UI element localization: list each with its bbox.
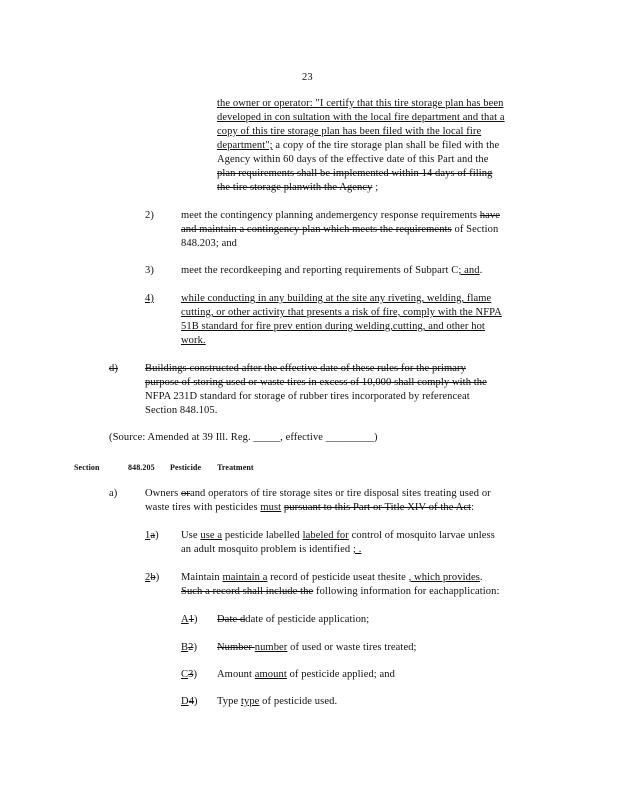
item-a-line-2-end: :: [471, 502, 475, 513]
item-2-line-2: [181, 223, 498, 237]
item-4-line-1: while conducting in any building at the site any riveting, welding, flame: [181, 293, 492, 304]
plan-line-4-underlined: department";: [217, 140, 273, 151]
item-a-line-1-struck: or: [180, 488, 190, 499]
plan-line-7-end: ;: [372, 182, 379, 193]
sub-2-line-1-u2: , which provides: [408, 572, 480, 583]
plan-line-7: [217, 181, 378, 195]
item-a-line-1: [145, 487, 491, 501]
sub-2-line-2-rest: following information for eachapplication:: [313, 586, 500, 597]
list-item-d-underlined: type: [240, 696, 260, 707]
plan-line-1: the owner or operator: "I certify that this tire storage plan has been: [217, 98, 504, 109]
item-2-line-3: 848.203; and: [181, 238, 238, 249]
list-item-c-marker-old: 3: [188, 669, 194, 680]
sub-1-marker-end: ): [155, 530, 159, 541]
list-item-d-rest: of pesticide used.: [259, 696, 338, 707]
sub-2-line-1-a: Maintain: [181, 572, 223, 583]
item-a-line-2: [145, 501, 474, 515]
list-item-c-marker-end: ): [193, 669, 198, 680]
list-item-b-marker-old: 2: [188, 642, 194, 653]
list-item-a-text: [217, 613, 369, 627]
plan-line-5: Agency within 60 days of the effective date of this Part and the: [217, 154, 489, 165]
section-title: Pesticide Treatment: [170, 463, 254, 472]
item-4-line-3: 51B standard for fire prev ention during welding,cutting, and other hot: [181, 321, 485, 332]
item-4-line-4: work.: [181, 335, 206, 346]
list-item-a-struck: Date d: [217, 614, 246, 625]
list-item-c-rest: of pesticide applied; and: [286, 669, 396, 680]
item-a-line-1-b: and operators of tire storage sites or tire disposal sites treating used or: [189, 488, 491, 499]
item-3-marker: 3): [145, 265, 154, 276]
sub-1-line-2: [181, 543, 361, 557]
list-item-b-marker: [181, 641, 197, 655]
plan-line-4: [217, 139, 499, 153]
sub-1-line-2-u: ; .: [352, 544, 362, 555]
sub-2-line-1-u1: maintain a: [222, 572, 268, 583]
plan-line-7-struck: the tire storage planwith the Agency: [217, 182, 373, 193]
item-a-marker: a): [109, 488, 118, 499]
item-d-line-3: NFPA 231D standard for storage of rubber tires incorporated by referenceat: [145, 391, 470, 402]
list-item-b-rest: of used or waste tires treated;: [287, 642, 417, 653]
plan-line-3: copy of this tire storage plan has been filed with the local fire: [217, 126, 482, 137]
list-item-b-marker-end: ): [193, 642, 198, 653]
sub-1-marker: [145, 529, 159, 543]
item-a-line-2-must: must: [260, 502, 282, 513]
sub-1-line-1-u2: labeled for: [302, 530, 349, 541]
sub-1-marker-old: a: [150, 530, 156, 541]
sub-1-line-1-b: pesticide labelled: [222, 530, 303, 541]
item-2-line-1: [181, 209, 500, 223]
list-item-a-marker-old: 1: [188, 614, 195, 625]
list-item-d-marker-end: ): [194, 696, 198, 707]
list-item-b-marker-new: B: [181, 642, 189, 653]
list-item-a-marker-new: A: [181, 614, 189, 625]
sub-2-line-1-b: record of pesticide useat thesite: [267, 572, 409, 583]
sub-1-marker-new: 1: [145, 530, 151, 541]
item-4-line-2: cutting, or other activity that presents a risk of fire, comply with the NFPA: [181, 307, 502, 318]
sub-1-line-1: [181, 529, 495, 543]
list-item-b-underlined: number: [254, 642, 288, 653]
list-item-d-marker-new: D: [181, 696, 189, 707]
list-item-c-marker-new: C: [181, 669, 189, 680]
item-a-line-2-struck: pursuant to this Part or Title XIV of the Act: [283, 502, 472, 513]
sub-2-marker-old: b: [150, 572, 156, 583]
item-d-line-2: purpose of storing used or waste tires in excess of 10,000 shall comply with the: [145, 377, 487, 388]
item-3-and: ; and: [458, 265, 480, 276]
list-item-c-underlined: amount: [254, 669, 287, 680]
item-4-marker: 4): [145, 293, 154, 304]
source-note: (Source: Amended at 39 Ill. Reg. _____, effective _________): [109, 432, 378, 443]
list-item-d-marker-old: 4: [188, 696, 195, 707]
list-item-a-marker-end: ): [194, 614, 198, 625]
section-label: Section: [74, 463, 100, 472]
list-item-c-text: [217, 668, 395, 682]
item-2-marker: 2): [145, 210, 154, 221]
plan-line-2: developed in con sultation with the local fire department and that a: [217, 112, 505, 123]
item-d-line-1: Buildings constructed after the effective date of these rules for the primary: [145, 363, 466, 374]
sub-2-line-2-struck: Such a record shall include the: [181, 586, 314, 597]
sub-1-line-2-a: an adult mosquito problem is identified: [181, 544, 353, 555]
item-3-line: [181, 264, 482, 278]
section-number: 848.205: [128, 463, 155, 472]
item-3-text: meet the recordkeeping and reporting requirements of Subpart C: [181, 265, 459, 276]
sub-1-line-1-u1: use a: [200, 530, 223, 541]
list-item-b-struck: Number: [217, 642, 255, 653]
plan-line-6: plan requirements shall be implemented within 14 days of filing: [217, 168, 493, 179]
item-d-marker: d): [109, 363, 118, 374]
sub-1-line-1-c: control of mosquito larvae unless: [348, 530, 495, 541]
sub-2-marker-new: 2: [145, 572, 151, 583]
sub-2-line-1: [181, 571, 483, 585]
list-item-d-lead: Type: [217, 696, 241, 707]
plan-line-4-rest: a copy of the tire storage plan shall be filed with the: [272, 140, 500, 151]
item-a-line-1-a: Owners: [145, 488, 181, 499]
item-2-line-2-rest: of Section: [451, 224, 499, 235]
list-item-d-text: [217, 695, 337, 709]
sub-2-marker-end: ): [155, 572, 160, 583]
item-2-line-2-struck: and maintain a contingency plan which meets the requirements: [181, 224, 452, 235]
list-item-d-marker: [181, 695, 198, 709]
list-item-a-marker: [181, 613, 198, 627]
item-2-line-1-struck: have: [479, 210, 500, 221]
sub-1-line-1-a: Use: [181, 530, 201, 541]
list-item-c-marker: [181, 668, 197, 682]
page-number: 23: [302, 72, 313, 83]
item-3-end: .: [479, 265, 483, 276]
list-item-a-rest: date of pesticide application;: [245, 614, 370, 625]
item-2-line-1-text: meet the contingency planning andemergency response requirements: [181, 210, 480, 221]
item-d-line-4: Section 848.105.: [145, 405, 218, 416]
list-item-b-text: [217, 641, 417, 655]
sub-2-line-1-end: .: [479, 572, 483, 583]
item-a-line-2-a: waste tires with pesticides: [145, 502, 261, 513]
list-item-c-lead: Amount: [217, 669, 255, 680]
sub-2-line-2: [181, 585, 500, 599]
sub-2-marker: [145, 571, 159, 585]
